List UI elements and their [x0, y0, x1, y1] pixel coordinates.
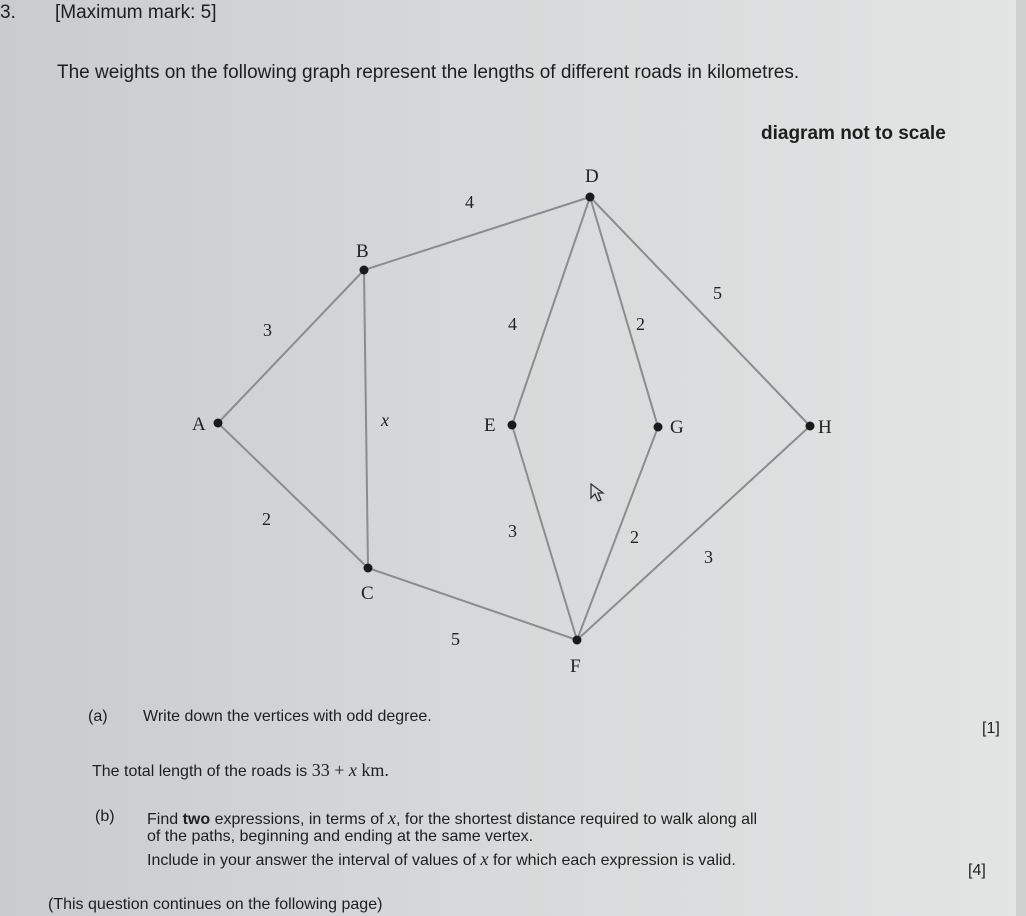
weight-d-h: 5	[713, 283, 722, 303]
part-b-question-line-1: Find two expressions, in terms of x, for the shortest distance required to walk along all	[147, 808, 758, 828]
weight-d-g: 2	[636, 314, 645, 334]
vertex-label-a: A	[192, 414, 206, 435]
vertex-c-dot	[364, 564, 373, 573]
edge-e-f	[512, 425, 577, 640]
question-intro: The weights on the following graph represent the lengths of different roads in kilometres.	[57, 62, 800, 83]
part-b-question-line-3: Include in your answer the interval of values of x for which each expression is valid.	[147, 849, 736, 869]
question-number: 3.	[0, 2, 16, 23]
weight-h-f: 3	[704, 547, 713, 567]
edge-c-f	[368, 568, 577, 640]
vertex-e-dot	[508, 421, 517, 430]
vertex-label-f: F	[570, 656, 581, 677]
weight-a-c: 2	[262, 509, 271, 529]
vertex-d-dot	[586, 193, 595, 202]
scale-note: diagram not to scale	[761, 123, 946, 144]
vertex-label-c: C	[361, 583, 374, 604]
weight-g-f: 2	[630, 527, 639, 547]
edge-g-f	[577, 427, 658, 640]
part-a-question: Write down the vertices with odd degree.	[143, 708, 432, 725]
vertex-label-e: E	[484, 415, 496, 436]
vertex-g-dot	[654, 423, 663, 432]
continues-footer: (This question continues on the following page)	[48, 896, 383, 913]
part-a-marks: [1]	[982, 720, 1000, 737]
vertex-label-g: G	[670, 417, 684, 438]
vertex-h-dot	[806, 422, 815, 431]
vertex-label-h: H	[818, 417, 832, 438]
edge-h-f	[577, 426, 810, 640]
weight-b-c: x	[381, 410, 389, 430]
edge-b-d	[364, 197, 590, 270]
total-length-statement	[92, 760, 389, 781]
part-a-label: (a)	[88, 708, 108, 725]
weight-c-f: 5	[451, 629, 460, 649]
vertex-b-dot	[360, 266, 369, 275]
edge-a-c	[218, 423, 368, 568]
part-b-marks: [4]	[968, 862, 986, 879]
weight-d-e: 4	[508, 314, 517, 334]
vertex-f-dot	[573, 636, 582, 645]
part-b-question-line-2: of the paths, beginning and ending at the same vertex.	[147, 828, 534, 845]
vertex-label-d: D	[585, 166, 599, 187]
total-length-prefix: The total length of the roads is	[92, 763, 308, 780]
weight-b-d: 4	[465, 192, 474, 212]
weight-a-b: 3	[263, 320, 272, 340]
mouse-cursor-icon	[590, 483, 606, 505]
question-max-marks: [Maximum mark: 5]	[55, 2, 217, 23]
edge-a-b	[218, 270, 364, 423]
edge-d-e	[512, 197, 590, 425]
total-length-expression: 33 + x km.	[311, 760, 389, 780]
edge-b-c	[364, 270, 368, 568]
weight-e-f: 3	[508, 521, 517, 541]
vertex-a-dot	[214, 419, 223, 428]
part-b-label: (b)	[95, 808, 115, 825]
vertex-label-b: B	[356, 241, 369, 262]
